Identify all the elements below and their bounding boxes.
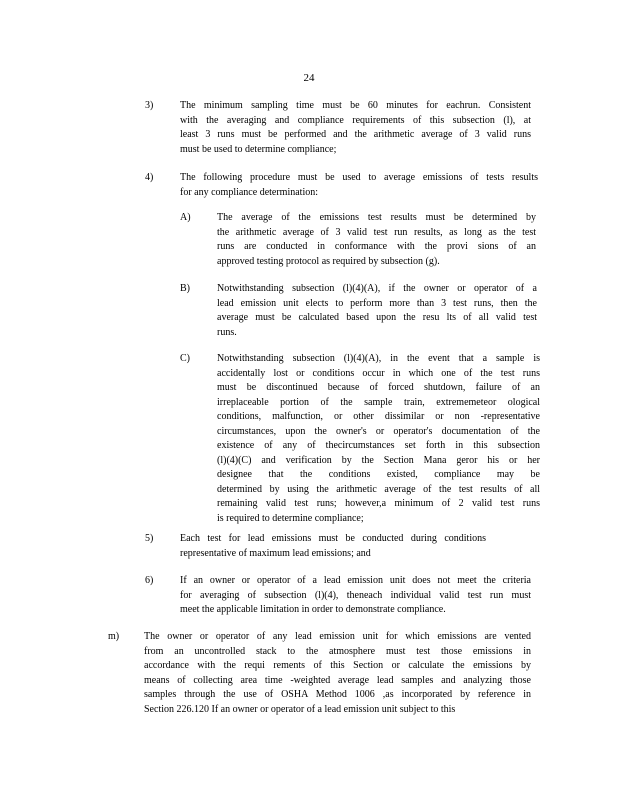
text-line: meet the applicable limitation in order to demonstrate compliance.: [180, 604, 446, 615]
text-line: irreplaceable portion of the sample train, extrememeteor ological: [217, 396, 540, 408]
item-label: m): [108, 631, 120, 642]
text-line: circumstances, upon the owner's or operator's documentation of the: [217, 425, 540, 437]
text-line: designee that the conditions existed, compliance may be: [217, 469, 540, 480]
text-line: runs are conducted in conformance with the provi sions of an: [217, 241, 536, 252]
item-text: [144, 630, 531, 717]
text-line: must be discontinued because of forced shutdown, failure of an: [217, 382, 540, 393]
text-line: Each test for lead emissions must be conducted during conditions: [180, 533, 486, 544]
text-line: runs.: [217, 326, 237, 338]
text-line: If an owner or operator of a lead emission unit does not meet the criteria: [180, 575, 531, 586]
text-line: Section 226.120 If an owner or operator of a lead emission unit subject to this: [144, 703, 456, 715]
text-line: approved testing protocol as required by subsection (g).: [217, 255, 440, 267]
text-line: average must be calculated based upon the resu lts of all valid test: [217, 312, 537, 323]
text-line: must be used to determine compliance;: [180, 143, 337, 155]
text-line: The average of the emissions test results must be determined by: [217, 212, 536, 223]
text-line: samples through the use of OSHA Method 1006 ,as incorporated by reference in: [144, 689, 531, 700]
text-line: is required to determine compliance;: [217, 512, 364, 524]
text-line: (l)(4)(C) and verification by the Section Mana geror his or her: [217, 454, 540, 466]
item-label: 5): [145, 533, 154, 544]
text-line: accidentally lost or conditions occur in which one of the test runs: [217, 367, 540, 379]
text-line: for averaging of subsection (l)(4), theneach individual valid test run must: [180, 589, 531, 601]
text-line: with the averaging and compliance requirements of this subsection (l), at: [180, 114, 531, 126]
item-text: [217, 211, 536, 269]
item-label: C): [180, 353, 190, 364]
text-line: The following procedure must be used to average emissions of tests results: [180, 172, 538, 183]
text-line: remaining valid test runs; however,a minimum of 2 valid test runs: [217, 498, 540, 509]
item-label: A): [180, 212, 191, 223]
text-line: Notwithstanding subsection (l)(4)(A), if the owner or operator of a: [217, 283, 537, 294]
text-line: existence of any of thecircumstances set forth in this subsection: [217, 440, 540, 451]
text-line: representative of maximum lead emissions; and: [180, 547, 371, 559]
item-text: [217, 282, 537, 340]
text-line: The minimum sampling time must be 60 minutes for eachrun. Consistent: [180, 100, 531, 111]
item-label: 4): [145, 172, 154, 183]
item-text: [217, 352, 540, 526]
item-text: [180, 99, 531, 157]
text-line: least 3 runs must be performed and the arithmetic average of 3 valid runs: [180, 129, 531, 140]
text-line: for any compliance determination:: [180, 186, 319, 198]
item-label: 3): [145, 100, 154, 111]
text-line: lead emission unit elects to perform more than 3 test runs, then the: [217, 297, 537, 309]
text-line: conditions, malfunction, or other dissimilar or non -representative: [217, 411, 540, 422]
text-line: Notwithstanding subsection (l)(4)(A), in the event that a sample is: [217, 353, 540, 364]
text-line: accordance with the requi rements of this Section or calculate the emissions by: [144, 660, 531, 671]
item-text: [180, 171, 538, 200]
text-line: from an uncontrolled stack to the atmosphere must test those emissions in: [144, 645, 531, 657]
item-text: [180, 532, 486, 561]
text-line: the arithmetic average of 3 valid test run results, as long as the test: [217, 226, 536, 238]
item-text: [180, 574, 531, 618]
text-line: means of collecting area time -weighted average lead samples and analyzing those: [144, 674, 531, 686]
text-line: determined by using the arithmetic average of the test results of all: [217, 483, 540, 495]
page-number: 24: [303, 72, 315, 84]
text-line: The owner or operator of any lead emission unit for which emissions are vented: [144, 631, 531, 642]
item-label: B): [180, 283, 190, 294]
item-label: 6): [145, 575, 154, 586]
